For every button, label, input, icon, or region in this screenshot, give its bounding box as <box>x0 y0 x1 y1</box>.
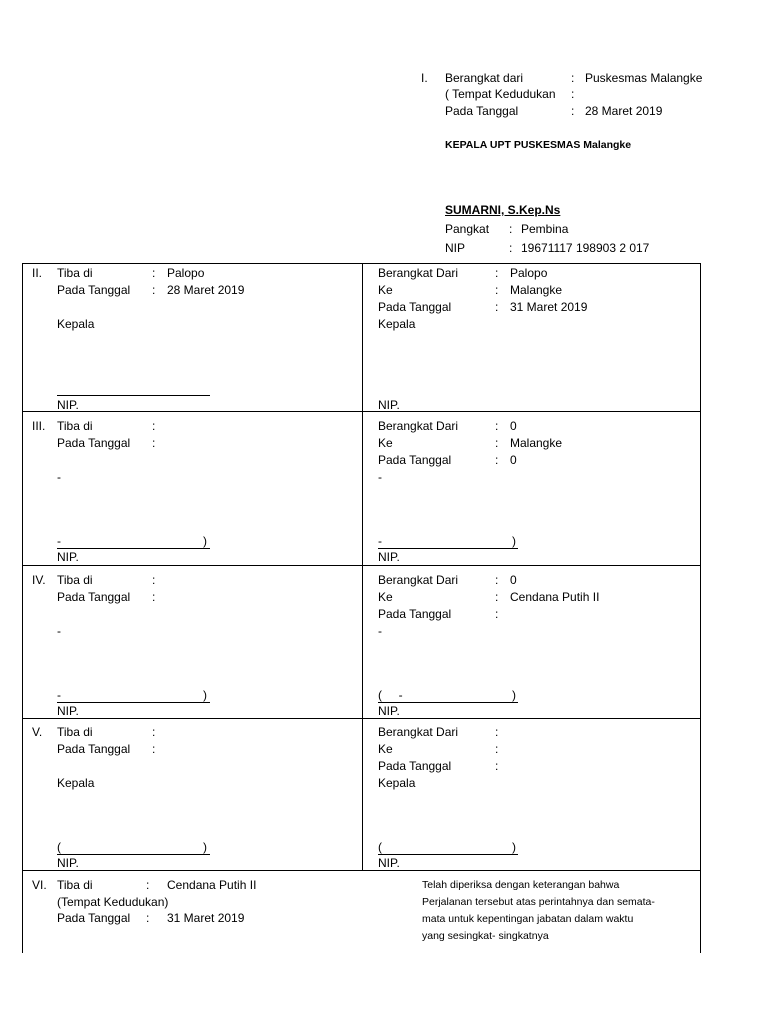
berangkat-label: Berangkat Dari <box>378 725 459 739</box>
colon: : <box>495 283 499 297</box>
section-number: IV. <box>32 573 46 587</box>
tiba-label: Tiba di <box>57 725 93 739</box>
dash: - <box>378 624 382 638</box>
tanggal-value: 28 Maret 2019 <box>167 283 245 297</box>
signature-open: - <box>378 534 382 548</box>
table-left-border <box>22 263 23 953</box>
tiba-label: Tiba di <box>57 266 93 280</box>
signature-line <box>57 854 210 855</box>
signature-open: ( <box>378 840 382 854</box>
tanggal-label: Pada Tanggal <box>57 283 131 297</box>
tempat-kedudukan-label: ( Tempat Kedudukan <box>445 87 556 101</box>
table-right-border <box>700 263 701 871</box>
tanggal-value: 31 Maret 2019 <box>510 300 588 314</box>
nip-label: NIP. <box>378 398 400 412</box>
signature-close: ) <box>512 688 516 702</box>
tiba-label: Tiba di <box>57 419 93 433</box>
colon: : <box>152 725 156 739</box>
kepala-title: KEPALA UPT PUSKESMAS Malangke <box>445 139 632 151</box>
section-number: V. <box>32 725 43 739</box>
nip-label: NIP. <box>378 856 400 870</box>
signature-close: ) <box>512 534 516 548</box>
berangkat-label: Berangkat Dari <box>378 419 459 433</box>
tanggal-label: Pada Tanggal <box>445 104 519 118</box>
nip-label: NIP. <box>57 398 79 412</box>
section-number: I. <box>421 71 428 85</box>
tiba-label: Tiba di <box>57 878 93 892</box>
row-divider <box>22 870 701 871</box>
nip-value: 19671117 198903 2 017 <box>521 241 650 255</box>
nip-label: NIP. <box>57 704 79 718</box>
row-divider <box>22 565 701 566</box>
kepala-label: Kepala <box>378 776 416 790</box>
berangkat-value: Puskesmas Malangke <box>585 71 703 85</box>
signature-line <box>57 548 210 549</box>
kepala-label: Kepala <box>57 317 95 331</box>
berangkat-label: Berangkat Dari <box>378 573 459 587</box>
colon: : <box>495 436 499 450</box>
verification-note-line: Perjalanan tersebut atas perintahnya dan semata- <box>422 896 655 908</box>
section-number: II. <box>32 266 43 280</box>
tanggal-label: Pada Tanggal <box>57 590 131 604</box>
colon: : <box>495 607 499 621</box>
ke-value: Malangke <box>510 283 563 297</box>
colon: : <box>571 71 575 85</box>
signature-open: - <box>57 688 61 702</box>
signature-close: ) <box>203 840 207 854</box>
table-right-border-last <box>700 871 701 953</box>
signature-open: - <box>57 534 61 548</box>
nip-label: NIP <box>445 241 466 255</box>
colon: : <box>509 241 513 255</box>
colon: : <box>495 419 499 433</box>
tanggal-value: 31 Maret 2019 <box>167 911 245 925</box>
dash: - <box>57 470 61 484</box>
signature-close: ) <box>203 688 207 702</box>
kepala-label: Kepala <box>57 776 95 790</box>
tiba-value: Cendana Putih II <box>167 878 257 892</box>
nip-label: NIP. <box>378 704 400 718</box>
berangkat-label: Berangkat Dari <box>378 266 459 280</box>
signer-name: SUMARNI, S.Kep.Ns <box>445 203 561 217</box>
pangkat-value: Pembina <box>521 222 569 236</box>
verification-note-line: mata untuk kepentingan jabatan dalam waktu <box>422 913 634 925</box>
ke-label: Ke <box>378 436 393 450</box>
tanggal-value: 0 <box>510 453 517 467</box>
tanggal-label: Pada Tanggal <box>378 607 452 621</box>
colon: : <box>152 742 156 756</box>
ke-label: Ke <box>378 742 393 756</box>
row-divider <box>22 411 701 412</box>
colon: : <box>495 300 499 314</box>
dash: - <box>57 624 61 638</box>
tiba-label: Tiba di <box>57 573 93 587</box>
berangkat-value: 0 <box>510 573 517 587</box>
colon: : <box>146 878 150 892</box>
colon: : <box>152 573 156 587</box>
colon: : <box>495 266 499 280</box>
colon: : <box>152 266 156 280</box>
colon: : <box>495 573 499 587</box>
colon: : <box>571 87 575 101</box>
section-number: III. <box>32 419 46 433</box>
verification-note-line: Telah diperiksa dengan keterangan bahwa <box>422 879 620 891</box>
tanggal-label: Pada Tanggal <box>57 911 131 925</box>
tanggal-label: Pada Tanggal <box>378 759 452 773</box>
kepala-label: Kepala <box>378 317 416 331</box>
colon: : <box>152 436 156 450</box>
berangkat-value: Palopo <box>510 266 548 280</box>
tanggal-value: 28 Maret 2019 <box>585 104 663 118</box>
signature-close: ) <box>512 840 516 854</box>
tanggal-label: Pada Tanggal <box>378 300 452 314</box>
colon: : <box>152 419 156 433</box>
pangkat-label: Pangkat <box>445 222 490 236</box>
ke-value: Cendana Putih II <box>510 590 600 604</box>
ke-label: Ke <box>378 283 393 297</box>
colon: : <box>495 453 499 467</box>
colon: : <box>495 725 499 739</box>
berangkat-value: 0 <box>510 419 517 433</box>
berangkat-label: Berangkat dari <box>445 71 524 85</box>
signature-open: ( - <box>378 688 403 702</box>
row-divider <box>22 718 701 719</box>
nip-label: NIP. <box>57 856 79 870</box>
nip-label: NIP. <box>57 550 79 564</box>
verification-note-line: yang sesingkat- singkatnya <box>422 930 549 942</box>
colon: : <box>146 911 150 925</box>
colon: : <box>495 742 499 756</box>
colon: : <box>509 222 513 236</box>
colon: : <box>571 104 575 118</box>
tanggal-label: Pada Tanggal <box>57 436 131 450</box>
tiba-value: Palopo <box>167 266 205 280</box>
colon: : <box>495 590 499 604</box>
ke-label: Ke <box>378 590 393 604</box>
section-number: VI. <box>32 878 47 892</box>
colon: : <box>152 283 156 297</box>
signature-line <box>57 702 210 703</box>
tanggal-label: Pada Tanggal <box>57 742 131 756</box>
colon: : <box>495 759 499 773</box>
signature-line <box>57 395 210 396</box>
tanggal-label: Pada Tanggal <box>378 453 452 467</box>
tempat-kedudukan-label: (Tempat Kedudukan) <box>57 895 169 909</box>
signature-close: ) <box>203 534 207 548</box>
dash: - <box>378 470 382 484</box>
signature-open: ( <box>57 840 61 854</box>
nip-label: NIP. <box>378 550 400 564</box>
table-middle-border <box>362 263 363 871</box>
colon: : <box>152 590 156 604</box>
ke-value: Malangke <box>510 436 563 450</box>
